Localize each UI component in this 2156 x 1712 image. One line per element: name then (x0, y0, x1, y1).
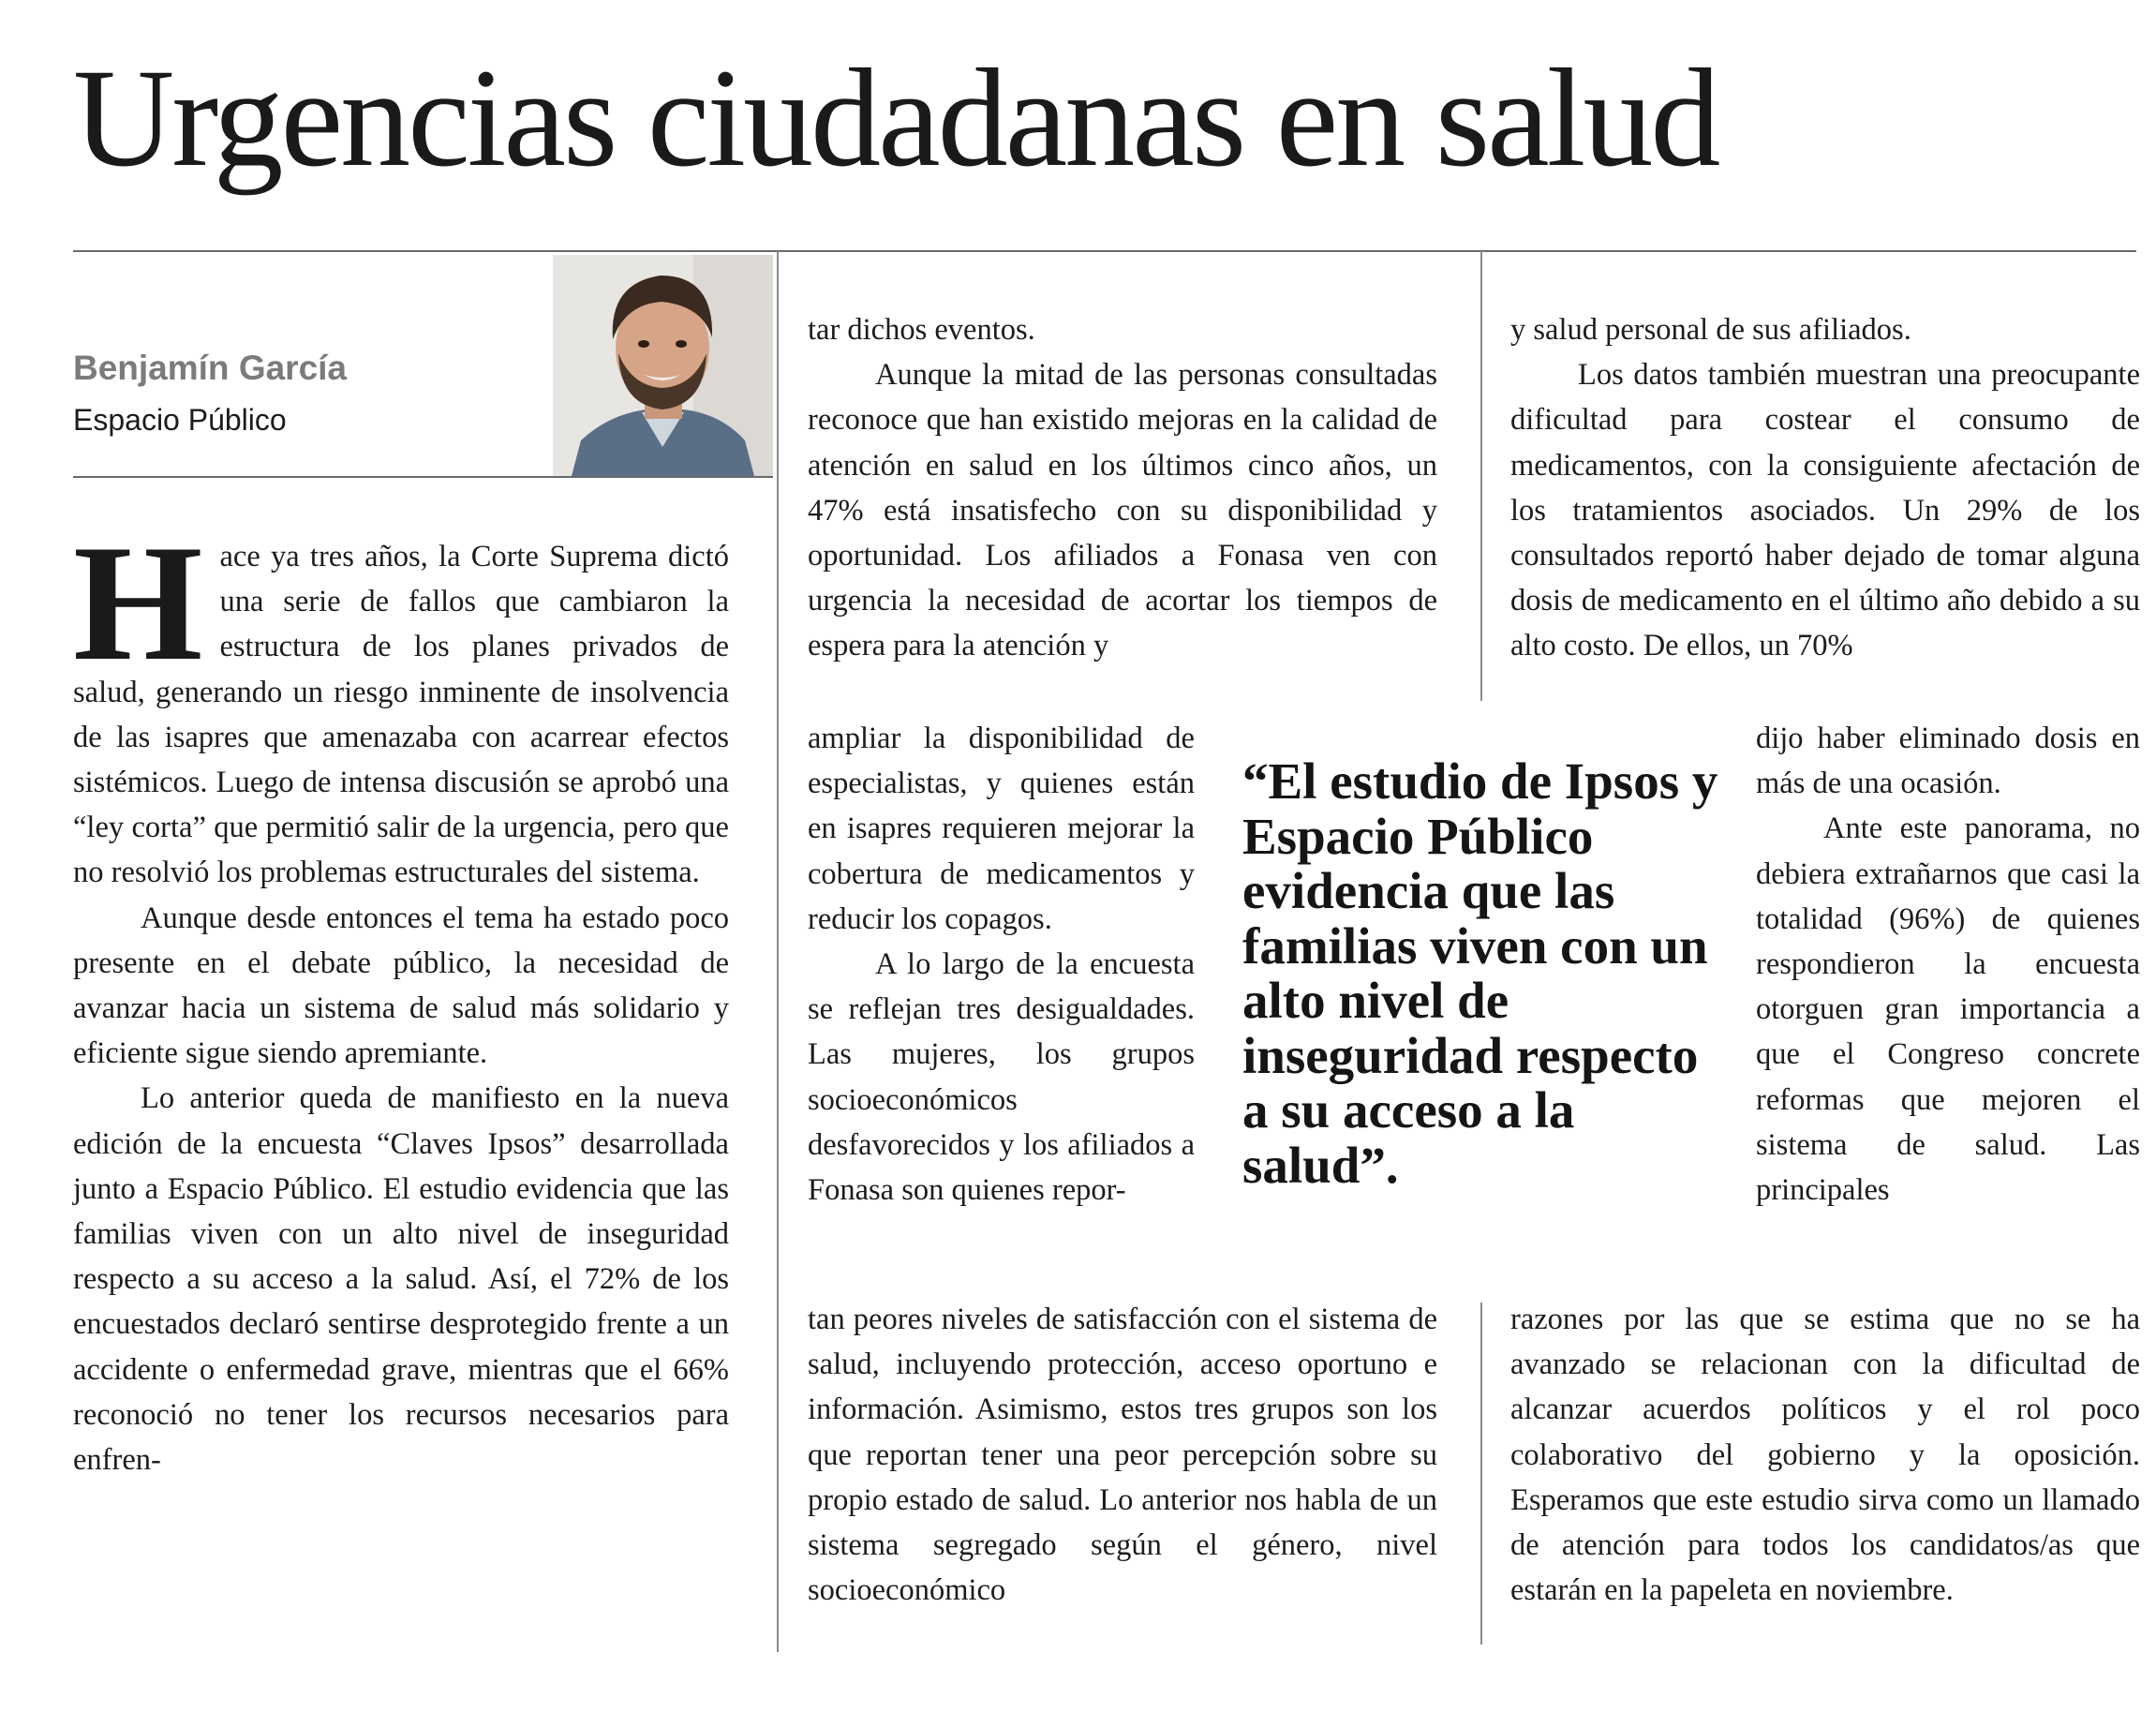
article-column-3-bottom (1510, 1297, 2140, 1613)
author-name: Benjamín García (73, 349, 348, 387)
headline: Urgencias ciudadanas en salud (73, 40, 1718, 196)
pull-quote: “El estudio de Ipsos y Espacio Público evidencia que las familias viven con un alto nivel de inseguridad respecto a su acceso a la salud”. (1242, 752, 1718, 1194)
byline-divider (73, 476, 773, 478)
article-column-2-middle (808, 716, 1195, 1213)
paragraph: tar dichos eventos. (808, 313, 1035, 347)
column-divider (777, 251, 779, 1652)
paragraph: tan peores niveles de satisfacción con el sistema de salud, incluyendo protección, acceso oportuno e información. Asimismo, estos tres grupos son los que reportan tener una peor percepción sobre su propio estado de salud. Lo anterior nos habla de un sistema segregado según el género, nivel socioeconómico (808, 1303, 1437, 1608)
paragraph: dijo haber eliminado dosis en más de una ocasión. (1756, 722, 2140, 801)
article-column-2-top (808, 307, 1437, 669)
author-portrait-icon (553, 255, 773, 476)
paragraph: ace ya tres años, la Corte Suprema dictó una serie de fallos que cambiaron la estructura de los planes privados de salud, generando un riesgo inminente de insolvencia de las isapres que amenazaba con acarrear efectos sistémicos. Luego de intensa discusión se aprobó una “ley corta” que permitió salir de la urgencia, pero que no resolvió los problemas estructurales del sistema. (73, 540, 729, 890)
paragraph: Ante este panorama, no debiera extrañarnos que casi la totalidad (96%) de quienes respondieron la encuesta otorguen gran importancia a que el Congreso concrete reformas que mejoren el sistema de salud. Las principales (1756, 811, 2140, 1208)
article-column-1 (73, 510, 729, 1482)
author-organization: Espacio Público (73, 403, 287, 437)
paragraph: ampliar la disponibilidad de especialistas, y quienes están en isapres requieren mejorar la cobertura de medicamentos y reducir los copagos. (808, 722, 1195, 936)
author-photo (553, 255, 773, 476)
article-column-3-middle (1756, 716, 2140, 1213)
column-divider (1480, 251, 1482, 701)
top-divider (73, 250, 2136, 252)
paragraph: razones por las que se estima que no se ha avanzado se relacionan con la dificultad de alcanzar acuerdos políticos y el rol poco colaborativo del gobierno y la oposición. Esperamos que este estudio sirva como un llamado de atención para todos los candidatos/as que estarán en la papeleta en noviembre. (1510, 1303, 2140, 1608)
paragraph: A lo largo de la encuesta se reflejan tres desigualdades. Las mujeres, los grupos socioeconómicos desfavorecidos y los afiliados a Fonasa son quienes repor- (808, 947, 1195, 1208)
article-column-3-top (1510, 307, 2140, 669)
paragraph: y salud personal de sus afiliados. (1510, 313, 1911, 347)
drop-cap: H (73, 510, 203, 695)
paragraph: Lo anterior queda de manifiesto en la nueva edición de la encuesta “Claves Ipsos” desarrollada junto a Espacio Público. El estudio evidencia que las familias viven con un alto nivel de inseguridad respecto a su acceso a la salud. Así, el 72% de los encuestados declaró sentirse desprotegido frente a un accidente o enfermedad grave, mientras que el 66% reconoció no tener los recursos necesarios para enfren- (73, 1081, 729, 1478)
paragraph: Aunque la mitad de las personas consultadas reconoce que han existido mejoras en la calidad de atención en salud en los últimos cinco años, un 47% está insatisfecho con su disponibilidad y oportunidad. Los afiliados a Fonasa ven con urgencia la necesidad de acortar los tiempos de espera para la atención y (808, 358, 1437, 663)
article-column-2-bottom (808, 1297, 1437, 1613)
column-divider (1480, 1303, 1482, 1645)
paragraph: Aunque desde entonces el tema ha estado poco presente en el debate público, la necesidad de avanzar hacia un sistema de salud más solidario y eficiente sigue siendo apremiante. (73, 901, 729, 1071)
paragraph: Los datos también muestran una preocupante dificultad para costear el consumo de medicamentos, con la consiguiente afectación de los tratamientos asociados. Un 29% de los consultados reportó haber dejado de tomar alguna dosis de medicamento en el último año debido a su alto costo. De ellos, un 70% (1510, 358, 2140, 663)
